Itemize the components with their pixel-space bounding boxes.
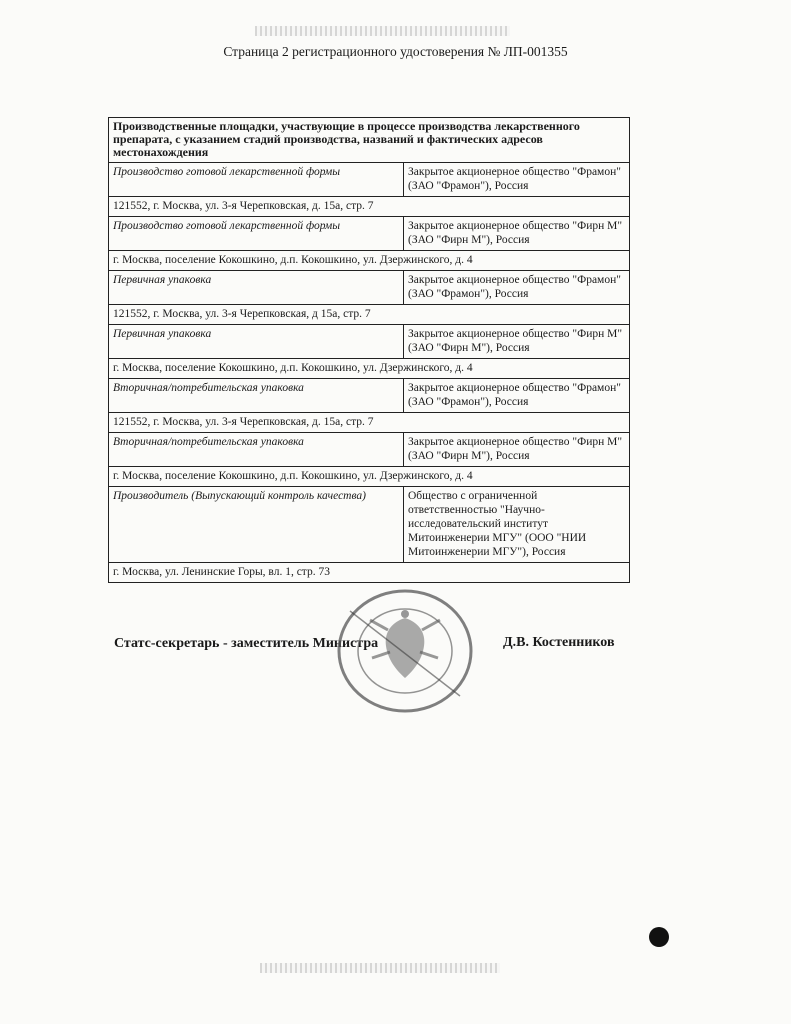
official-seal-stamp [330, 586, 480, 716]
stage-cell: Вторичная/потребительская упаковка [109, 433, 404, 467]
table-row [109, 217, 630, 251]
table-row [109, 251, 630, 271]
table-row [109, 379, 630, 413]
company-cell: Закрытое акционерное общество "Фрамон" (ЗАО "Фрамон"), Россия [404, 271, 630, 305]
table-row [109, 163, 630, 197]
company-cell: Закрытое акционерное общество "Фрамон" (ЗАО "Фрамон"), Россия [404, 379, 630, 413]
table-row [109, 433, 630, 467]
stage-cell: Вторичная/потребительская упаковка [109, 379, 404, 413]
address-cell: г. Москва, поселение Кокошкино, д.п. Кокошкино, ул. Дзержинского, д. 4 [109, 467, 630, 487]
table-row [109, 359, 630, 379]
table-row [109, 487, 630, 563]
table-row [109, 325, 630, 359]
address-cell: г. Москва, поселение Кокошкино, д.п. Кокошкино, ул. Дзержинского, д. 4 [109, 359, 630, 379]
company-cell: Закрытое акционерное общество "Фирн М" (ЗАО "Фирн М"), Россия [404, 433, 630, 467]
address-cell: г. Москва, поселение Кокошкино, д.п. Кокошкино, ул. Дзержинского, д. 4 [109, 251, 630, 271]
address-cell: 121552, г. Москва, ул. 3-я Черепковская, д. 15а, стр. 7 [109, 413, 630, 433]
table-title: Производственные площадки, участвующие в процессе производства лекарственного препарата, с указанием стадий производства, названий и фактических адресов местонахождения [109, 118, 630, 163]
table-row [109, 413, 630, 433]
address-cell: 121552, г. Москва, ул. 3-я Черепковская, д 15а, стр. 7 [109, 305, 630, 325]
table-row [109, 563, 630, 583]
company-cell: Закрытое акционерное общество "Фирн М" (ЗАО "Фирн М"), Россия [404, 325, 630, 359]
stage-cell: Производство готовой лекарственной формы [109, 163, 404, 197]
scan-artifact-top [255, 26, 510, 36]
page-title: Страница 2 регистрационного удостоверения № ЛП-001355 [223, 44, 568, 59]
company-cell: Общество с ограниченной ответственностью "Научно-исследовательский институт Митоинженерии МГУ" (ООО "НИИ Митоинженерии МГУ"), Россия [404, 487, 630, 563]
stage-cell: Производство готовой лекарственной формы [109, 217, 404, 251]
company-cell: Закрытое акционерное общество "Фрамон" (ЗАО "Фрамон"), Россия [404, 163, 630, 197]
table-row [109, 467, 630, 487]
hole-punch-mark [649, 927, 669, 947]
scan-artifact-bottom [260, 963, 500, 973]
table-header-row [109, 118, 630, 163]
table-row [109, 197, 630, 217]
stage-cell: Первичная упаковка [109, 325, 404, 359]
signatory-position: Статс-секретарь - заместитель Министра [114, 636, 379, 651]
signatory-name: Д.В. Костенников [503, 635, 615, 650]
company-cell: Закрытое акционерное общество "Фирн М" (ЗАО "Фирн М"), Россия [404, 217, 630, 251]
address-cell: 121552, г. Москва, ул. 3-я Черепковская, д. 15а, стр. 7 [109, 197, 630, 217]
stage-cell: Первичная упаковка [109, 271, 404, 305]
table-row [109, 271, 630, 305]
stage-cell: Производитель (Выпускающий контроль качества) [109, 487, 404, 563]
table-row [109, 305, 630, 325]
production-sites-table [108, 117, 630, 583]
address-cell: г. Москва, ул. Ленинские Горы, вл. 1, стр. 73 [109, 563, 630, 583]
